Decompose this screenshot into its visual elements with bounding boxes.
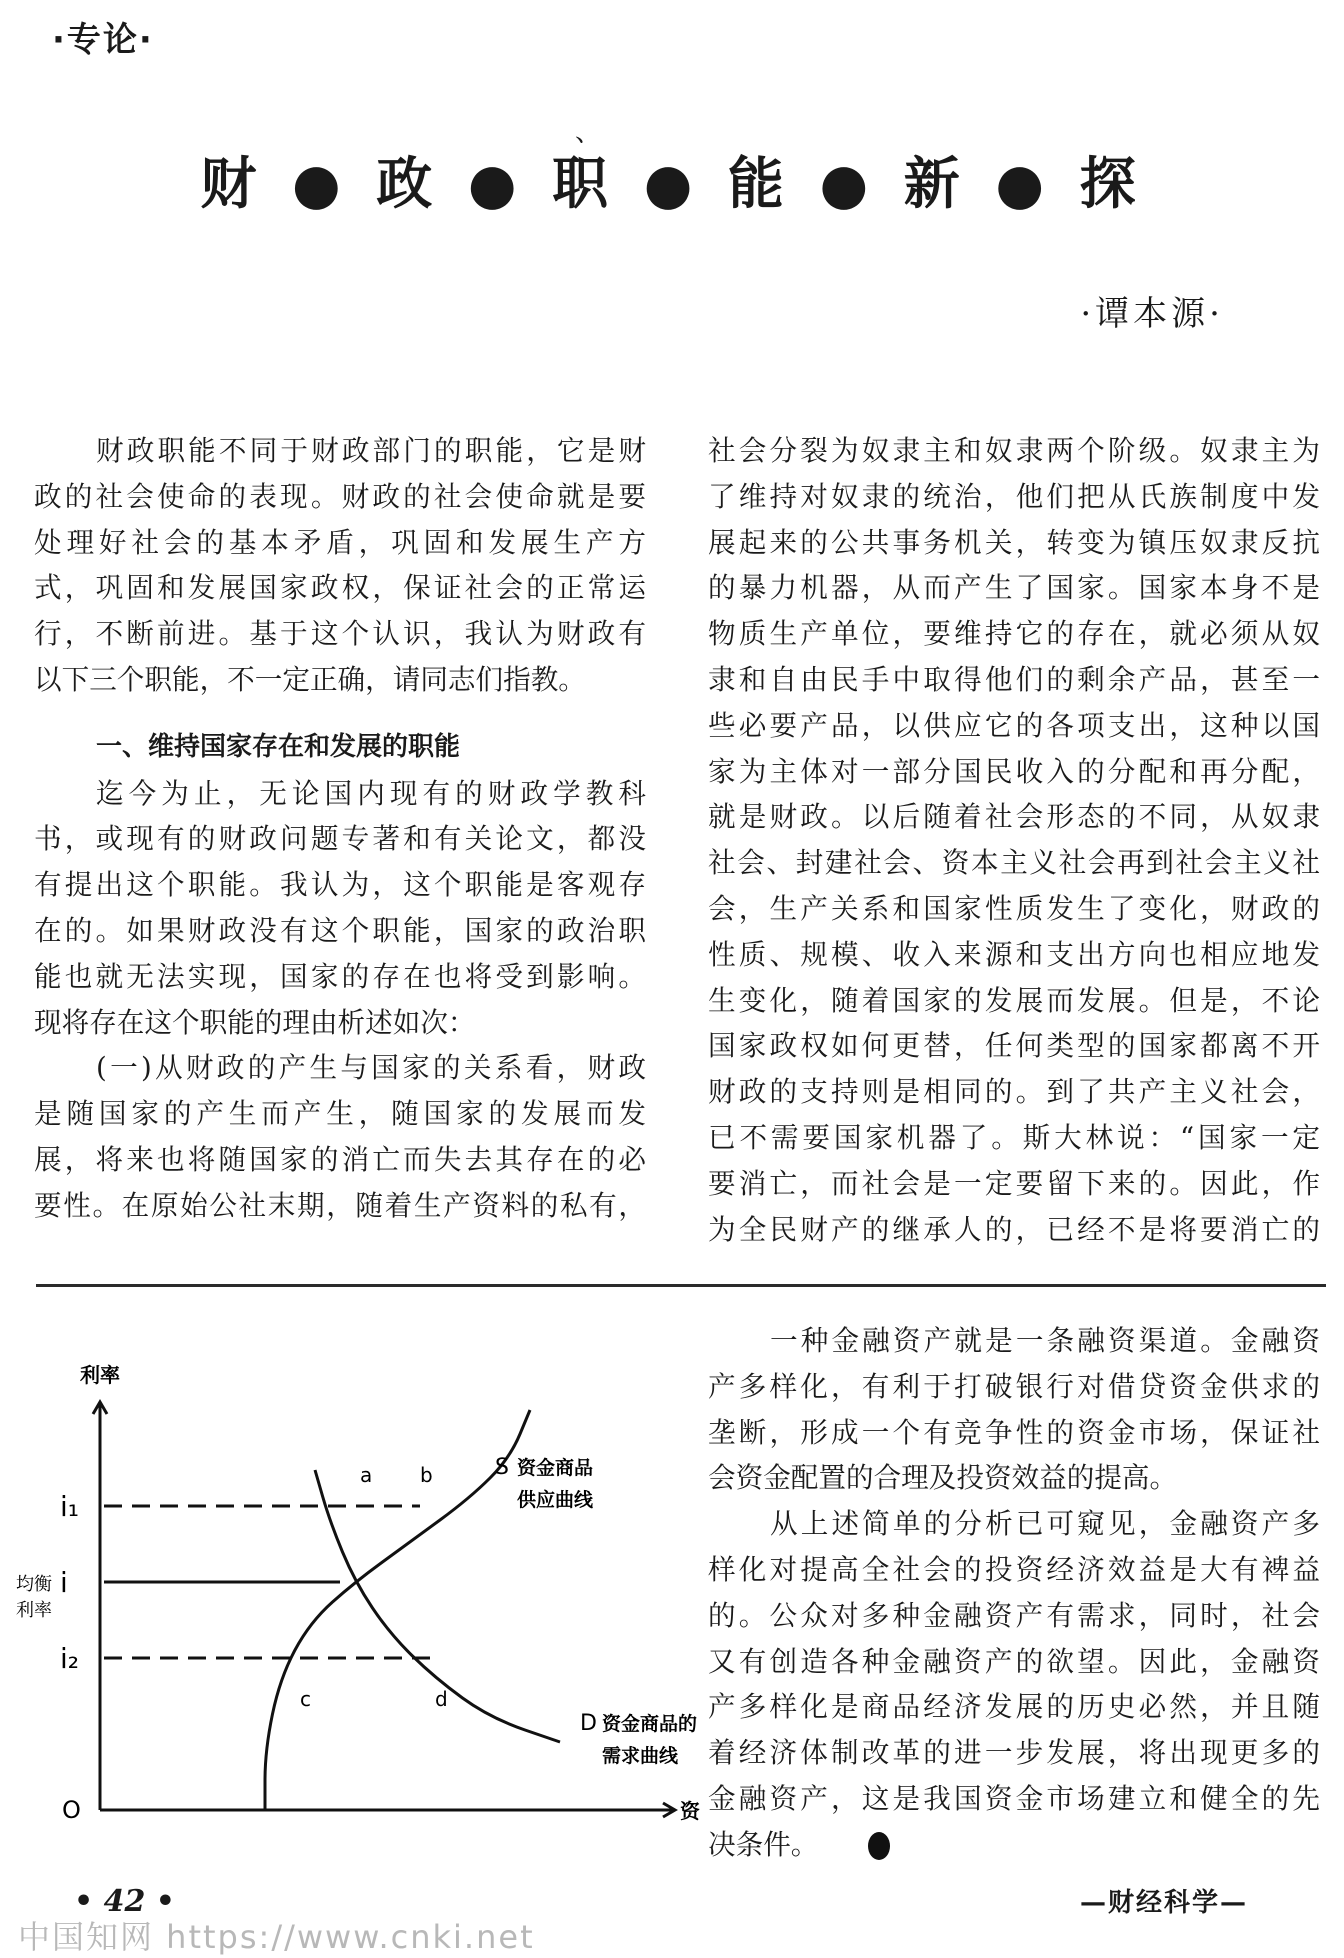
y-tick-label: i₂ [60,1642,80,1675]
point-label: a [360,1463,373,1487]
text-line: 政的社会使命的表现。财政的社会使命就是要 [34,479,646,513]
lower-right-column [708,1318,1320,1868]
y-tick-label: i [60,1566,68,1599]
text-line: 会，生产关系和国家性质发生了变化，财政的 [708,891,1320,925]
supply-demand-chart [0,1300,700,1860]
text-line: 些必要产品，以供应它的各项支出，这种以国 [708,708,1320,742]
text-line: 社会分裂为奴隶主和奴隶两个阶级。奴隶主为 [708,434,1320,467]
text-line: 家为主体对一部分国民收入的分配和再分配， [708,754,1320,788]
text-line: 以下三个职能，不一定正确，请同志们指教。 [34,662,586,696]
text-line: (一)从财政的产生与国家的关系看，财政 [96,1051,646,1085]
text-line: 国家政权如何更替，任何类型的国家都离不开 [708,1029,1320,1063]
point-label: d [435,1687,448,1711]
equilibrium-rate-label: 均衡 [16,1574,52,1595]
curve-letter: S [495,1455,509,1480]
curve-label: 资金商品 [517,1457,594,1479]
text-line: 要消亡，而社会是一定要留下来的。因此，作 [708,1166,1320,1200]
text-line: 从上述简单的分析已可窥见，金融资产多 [770,1507,1320,1541]
text-line: 处理好社会的基本矛盾，巩固和发展生产方 [34,525,646,559]
text-line: 书，或现有的财政问题专著和有关论文，都没 [34,822,646,856]
text-line: 为全民财产的继承人的，已经不是将要消亡的 [708,1212,1320,1246]
y-axis-label: 利率 [80,1363,120,1387]
text-line: 已不需要国家机器了。斯大林说：“国家一定 [708,1120,1320,1154]
watermark: 中国知网 https://www.cnki.net [18,1918,535,1956]
text-line: 隶和自由民手中取得他们的剩余产品，甚至一 [708,662,1320,696]
text-line: 在的。如果财政没有这个职能，国家的政治职 [34,913,646,947]
text-line: 着经济体制改革的进一步发展，将出现更多的 [708,1736,1320,1770]
text-line: 就是财政。以后随着社会形态的不同，从奴隶 [708,800,1320,834]
equilibrium-rate-label: 利率 [16,1600,52,1621]
point-label: b [420,1463,433,1487]
text-line: 现将存在这个职能的理由析述如次： [34,1005,476,1039]
text-line: 展，将来也将随国家的消亡而失去其存在的必 [34,1142,646,1176]
end-mark-icon [868,1832,890,1860]
journal-name: —财经科学— [1079,1888,1248,1918]
text-line: 金融资产，这是我国资金市场建立和健全的先 [708,1781,1320,1815]
right-column [708,428,1320,1252]
text-line: 财政职能不同于财政部门的职能，它是财 [96,434,646,467]
text-line: 的。公众对多种金融资产有需求，同时，社会 [708,1598,1320,1632]
curve-label: 供应曲线 [517,1489,594,1511]
text-line: 产多样化，有利于打破银行对借贷资金供求的 [708,1369,1320,1403]
title-mark: 、 [575,118,602,148]
article-title: 财 ● 政 ● 职 ● 能 ● 新 ● 探 [200,152,1144,217]
section-heading: 一、维持国家存在和发展的职能 [96,731,461,762]
author-name: ·谭本源· [1080,294,1224,334]
text-line: 是随国家的产生而产生，随国家的发展而发 [34,1097,646,1131]
text-line: 迄今为止，无论国内现有的财政学教科 [96,776,646,810]
text-line: 一种金融资产就是一条融资渠道。金融资 [770,1324,1320,1357]
supply-curve [265,1410,530,1810]
text-line: 生变化，随着国家的发展而发展。但是，不论 [708,983,1320,1017]
text-line [34,703,646,725]
text-line: 有提出这个职能。我认为，这个职能是客观存 [34,868,646,902]
text-line: 物质生产单位，要维持它的存在，就必须从奴 [708,617,1320,651]
curve-label: 需求曲线 [602,1745,679,1767]
text-line: 能也就无法实现，国家的存在也将受到影响。 [34,959,646,993]
text-line: 式，巩固和发展国家政权，保证社会的正常运 [34,571,646,605]
curve-label: 资金商品的 [602,1713,698,1735]
curve-letter: D [580,1711,597,1736]
section-divider [36,1284,1326,1287]
point-label: c [300,1687,311,1711]
text-line: 要性。在原始公社末期，随着生产资料的私有， [34,1188,646,1222]
text-line: 又有创造各种金融资产的欲望。因此，金融资 [708,1644,1320,1678]
x-axis-label: 资 [680,1799,700,1823]
text-line: 的暴力机器，从而产生了国家。国家本身不是 [708,571,1320,605]
text-line: 会资金配置的合理及投资效益的提高。 [708,1461,1178,1495]
text-line: 产多样化是商品经济发展的历史必然，并且随 [708,1690,1320,1724]
section-tag: ·专论· [52,20,154,60]
left-column [34,428,646,1229]
figure-supply-demand [0,1300,700,1860]
text-line: 样化对提高全社会的投资经济效益是大有裨益 [708,1552,1320,1586]
text-line: 了维持对奴隶的统治，他们把从氏族制度中发 [708,479,1320,513]
text-line: 垄断，形成一个有竞争性的资金市场，保证社 [708,1415,1320,1449]
y-tick-label: i₁ [60,1490,80,1523]
text-line: 决条件。 [708,1822,1320,1868]
text-line: 性质、规模、收入来源和支出方向也相应地发 [708,937,1320,971]
text-line: 社会、封建社会、资本主义社会再到社会主义社 [708,846,1320,880]
text-line: 行，不断前进。基于这个认识，我认为财政有 [34,617,646,651]
text-line: 展起来的公共事务机关，转变为镇压奴隶反抗 [708,525,1320,559]
text-line: 财政的支持则是相同的。到了共产主义社会， [708,1075,1320,1109]
origin-label: O [62,1796,81,1824]
page-number: • 42 • [74,1884,175,1919]
